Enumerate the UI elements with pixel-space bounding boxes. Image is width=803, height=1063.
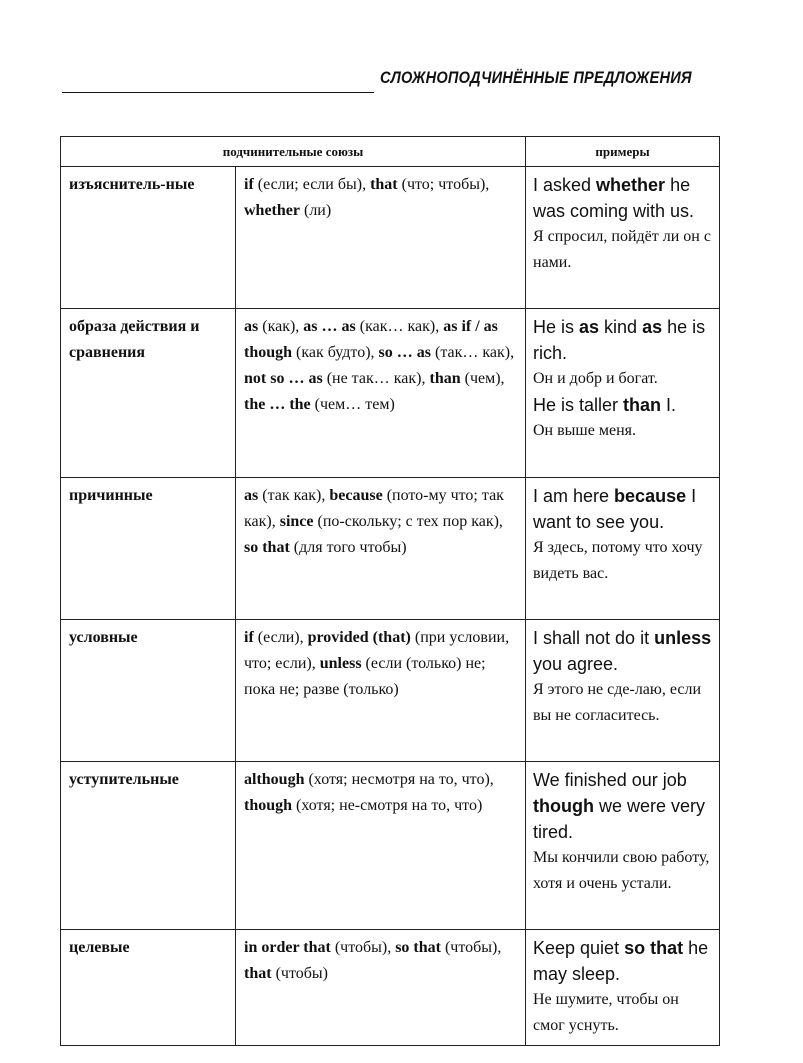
table-row [61, 309, 720, 478]
conjunctions-cell: if (если), provided (that) (при условии, что; если), unless (если (только) не; пока не; разве (только) [236, 620, 526, 762]
conjunction-type-cell: уступительные [61, 762, 236, 930]
example-english: We finished our job though we were very tired. [533, 770, 706, 842]
example-translation: Я спросил, пойдёт ли он с нами. [533, 228, 711, 271]
column-header-conjunctions: подчинительные союзы [61, 137, 526, 167]
conjunctions-cell: although (хотя; несмотря на то, что), though (хотя; не-смотря на то, что) [236, 762, 526, 930]
example-english: I asked whether he was coming with us. [533, 175, 695, 221]
conjunctions-table [60, 136, 720, 1046]
example-english: He is taller than I. [533, 395, 677, 415]
table-row [61, 167, 720, 309]
column-header-examples: примеры [526, 137, 720, 167]
conjunctions-cell: as (так как), because (пото-му что; так как), since (по-скольку; с тех пор как), so that (для того чтобы) [236, 478, 526, 620]
conjunctions-cell: as (как), as … as (как… как), as if / as though (как будто), so … as (так… как), not so … as (не так… как), than (чем), the … the (чем… тем) [236, 309, 526, 478]
example-translation: Он и добр и богат. [533, 370, 658, 387]
example-english: I shall not do it unless you agree. [533, 628, 712, 674]
table-row [61, 478, 720, 620]
conjunction-type-cell: условные [61, 620, 236, 762]
table-header-row [61, 137, 720, 167]
example-translation: Он выше меня. [533, 422, 636, 439]
example-english: He is as kind as he is rich. [533, 317, 706, 363]
table-row [61, 762, 720, 930]
example-english: I am here because I want to see you. [533, 486, 697, 532]
conjunction-type-cell: изъяснитель-ные [61, 167, 236, 309]
example-cell [526, 478, 720, 620]
conjunctions-cell: in order that (чтобы), so that (чтобы), that (чтобы) [236, 930, 526, 1046]
example-translation: Я этого не сде-лаю, если вы не согласитесь. [533, 681, 702, 724]
example-cell [526, 762, 720, 930]
example-cell [526, 930, 720, 1046]
conjunctions-cell: if (если; если бы), that (что; чтобы), whether (ли) [236, 167, 526, 309]
conjunction-type-cell: образа действия и сравнения [61, 309, 236, 478]
example-cell [526, 167, 720, 309]
table-row [61, 930, 720, 1046]
conjunction-type-cell: целевые [61, 930, 236, 1046]
example-translation: Не шумите, чтобы он смог уснуть. [533, 991, 679, 1034]
example-translation: Я здесь, потому что хочу видеть вас. [533, 539, 703, 582]
header-rule [62, 92, 374, 93]
example-cell [526, 309, 720, 478]
table-row [61, 620, 720, 762]
page-title: СЛОЖНОПОДЧИНЁННЫЕ ПРЕДЛОЖЕНИЯ [380, 68, 692, 87]
example-translation: Мы кончили свою работу, хотя и очень устали. [533, 849, 710, 892]
example-english: Keep quiet so that he may sleep. [533, 938, 709, 984]
example-cell [526, 620, 720, 762]
conjunction-type-cell: причинные [61, 478, 236, 620]
